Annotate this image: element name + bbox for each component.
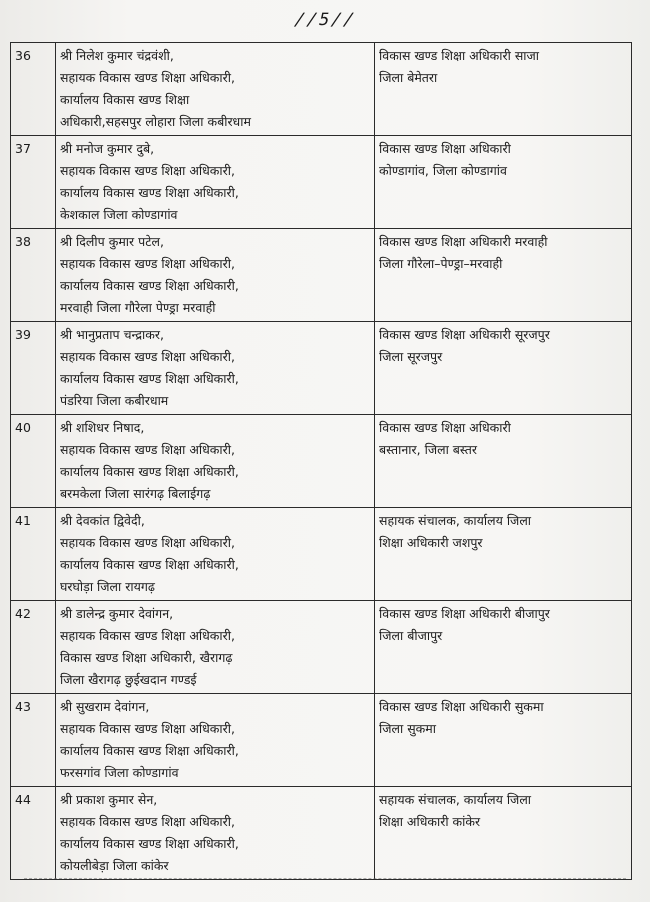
new-posting-line: बस्तानार, जिला बस्तर [379, 442, 478, 457]
serial-number: 41 [11, 508, 56, 601]
officer-current-posting [56, 43, 375, 136]
serial-number: 39 [11, 322, 56, 415]
current-posting-line: सहायक विकास खण्ड शिक्षा अधिकारी, [60, 535, 235, 550]
current-posting-line: कार्यालय विकास खण्ड शिक्षा अधिकारी, [60, 185, 239, 200]
new-posting [375, 322, 632, 415]
page-bottom-edge [24, 878, 626, 881]
officer-current-posting [56, 601, 375, 694]
current-posting-line: सहायक विकास खण्ड शिक्षा अधिकारी, [60, 442, 235, 457]
current-posting-line: कार्यालय विकास खण्ड शिक्षा अधिकारी, [60, 278, 239, 293]
officer-current-posting [56, 136, 375, 229]
transfer-table [10, 42, 632, 880]
table-row [11, 601, 632, 694]
officer-current-posting [56, 694, 375, 787]
new-posting [375, 415, 632, 508]
officer-current-posting [56, 508, 375, 601]
serial-number: 43 [11, 694, 56, 787]
serial-number: 38 [11, 229, 56, 322]
officer-current-posting [56, 787, 375, 880]
current-posting-line: श्री प्रकाश कुमार सेन, [60, 792, 158, 807]
current-posting-line: कार्यालय विकास खण्ड शिक्षा अधिकारी, [60, 464, 239, 479]
new-posting-line: जिला बेमेतरा [379, 70, 438, 85]
new-posting-line: विकास खण्ड शिक्षा अधिकारी मरवाही [379, 234, 548, 249]
current-posting-line: श्री डालेन्द्र कुमार देवांगन, [60, 606, 174, 621]
new-posting-line: जिला सुकमा [379, 721, 436, 736]
current-posting-line: सहायक विकास खण्ड शिक्षा अधिकारी, [60, 349, 235, 364]
serial-number: 36 [11, 43, 56, 136]
table-row [11, 43, 632, 136]
officer-current-posting [56, 415, 375, 508]
current-posting-line: कार्यालय विकास खण्ड शिक्षा [60, 92, 190, 107]
new-posting-line: विकास खण्ड शिक्षा अधिकारी सूरजपुर [379, 327, 550, 342]
current-posting-line: श्री मनोज कुमार दुबे, [60, 141, 155, 156]
new-posting [375, 601, 632, 694]
current-posting-line: श्री निलेश कुमार चंद्रवंशी, [60, 48, 174, 63]
current-posting-line: सहायक विकास खण्ड शिक्षा अधिकारी, [60, 163, 235, 178]
table-row [11, 322, 632, 415]
current-posting-line: श्री भानुप्रताप चन्द्राकर, [60, 327, 164, 342]
table-row [11, 694, 632, 787]
new-posting-line: विकास खण्ड शिक्षा अधिकारी [379, 141, 511, 156]
table-row [11, 136, 632, 229]
current-posting-line: कोयलीबेड़ा जिला कांकेर [60, 858, 169, 873]
new-posting-line: विकास खण्ड शिक्षा अधिकारी सुकमा [379, 699, 544, 714]
serial-number: 44 [11, 787, 56, 880]
current-posting-line: विकास खण्ड शिक्षा अधिकारी, खैरागढ़ [60, 650, 233, 665]
serial-number: 37 [11, 136, 56, 229]
new-posting [375, 229, 632, 322]
current-posting-line: सहायक विकास खण्ड शिक्षा अधिकारी, [60, 814, 235, 829]
current-posting-line: कार्यालय विकास खण्ड शिक्षा अधिकारी, [60, 836, 239, 851]
current-posting-line: सहायक विकास खण्ड शिक्षा अधिकारी, [60, 70, 235, 85]
current-posting-line: जिला खैरागढ़ छुईखदान गण्डई [60, 672, 197, 687]
table-row [11, 229, 632, 322]
current-posting-line: बरमकेला जिला सारंगढ़ बिलाईगढ़ [60, 486, 211, 501]
serial-number: 42 [11, 601, 56, 694]
officer-current-posting [56, 229, 375, 322]
new-posting-line: विकास खण्ड शिक्षा अधिकारी बीजापुर [379, 606, 550, 621]
current-posting-line: कार्यालय विकास खण्ड शिक्षा अधिकारी, [60, 557, 239, 572]
current-posting-line: केशकाल जिला कोण्डागांव [60, 207, 178, 222]
current-posting-line: फरसगांव जिला कोण्डागांव [60, 765, 179, 780]
current-posting-line: श्री सुखराम देवांगन, [60, 699, 150, 714]
current-posting-line: श्री देवकांत द्विवेदी, [60, 513, 145, 528]
current-posting-line: अधिकारी,सहसपुर लोहारा जिला कबीरधाम [60, 114, 251, 129]
table-row [11, 508, 632, 601]
current-posting-line: कार्यालय विकास खण्ड शिक्षा अधिकारी, [60, 743, 239, 758]
new-posting-line: सहायक संचालक, कार्यालय जिला [379, 792, 532, 807]
current-posting-line: घरघोड़ा जिला रायगढ़ [60, 579, 155, 594]
new-posting-line: सहायक संचालक, कार्यालय जिला [379, 513, 532, 528]
serial-number: 40 [11, 415, 56, 508]
current-posting-line: श्री दिलीप कुमार पटेल, [60, 234, 164, 249]
table-body [11, 43, 632, 880]
table-row [11, 415, 632, 508]
new-posting [375, 508, 632, 601]
current-posting-line: सहायक विकास खण्ड शिक्षा अधिकारी, [60, 721, 235, 736]
page-number: //5// [292, 10, 358, 30]
new-posting [375, 136, 632, 229]
current-posting-line: कार्यालय विकास खण्ड शिक्षा अधिकारी, [60, 371, 239, 386]
new-posting-line: जिला सूरजपुर [379, 349, 443, 364]
new-posting-line: विकास खण्ड शिक्षा अधिकारी [379, 420, 511, 435]
current-posting-line: सहायक विकास खण्ड शिक्षा अधिकारी, [60, 256, 235, 271]
new-posting-line: शिक्षा अधिकारी कांकेर [379, 814, 481, 829]
current-posting-line: पंडरिया जिला कबीरधाम [60, 393, 169, 408]
new-posting [375, 787, 632, 880]
new-posting-line: कोण्डागांव, जिला कोण्डागांव [379, 163, 507, 178]
new-posting [375, 694, 632, 787]
current-posting-line: सहायक विकास खण्ड शिक्षा अधिकारी, [60, 628, 235, 643]
current-posting-line: मरवाही जिला गौरेला पेण्ड्रा मरवाही [60, 300, 216, 315]
officer-current-posting [56, 322, 375, 415]
current-posting-line: श्री शशिधर निषाद, [60, 420, 145, 435]
new-posting [375, 43, 632, 136]
new-posting-line: शिक्षा अधिकारी जशपुर [379, 535, 483, 550]
new-posting-line: जिला बीजापुर [379, 628, 443, 643]
new-posting-line: जिला गौरेला–पेण्ड्रा–मरवाही [379, 256, 503, 271]
table-row [11, 787, 632, 880]
new-posting-line: विकास खण्ड शिक्षा अधिकारी साजा [379, 48, 540, 63]
